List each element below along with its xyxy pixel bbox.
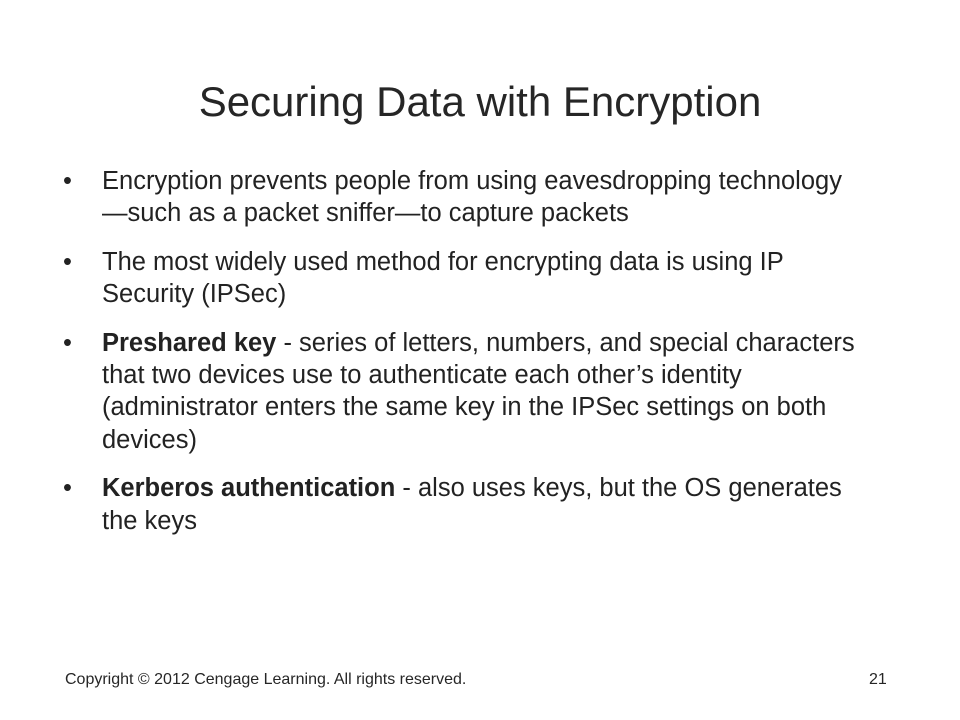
bullet-list: [63, 165, 863, 553]
bullet-text: Encryption prevents people from using eavesdropping technology—such as a packet sniffer—to capture packets: [102, 167, 842, 228]
bullet-item: [63, 327, 863, 457]
bullet-term: Kerberos authentication: [102, 474, 396, 503]
bullet-text: - also uses keys, but the OS generates the keys: [102, 474, 842, 535]
bullet-icon: •: [63, 474, 72, 503]
page-number: 21: [869, 671, 887, 688]
bullet-item: [63, 165, 863, 230]
bullet-term: Preshared key: [102, 328, 277, 357]
bullet-icon: •: [63, 167, 72, 195]
slide-title: Securing Data with Encryption: [198, 78, 762, 125]
bullet-icon: •: [63, 328, 72, 357]
bullet-text: - series of letters, numbers, and special characters that two devices use to authenticate each other’s identity (administrator enters the same key in the IPSec settings on both devices): [102, 328, 855, 454]
bullet-icon: •: [63, 247, 72, 276]
bullet-text: The most widely used method for encrypting data is using IP Security (IPSec): [102, 247, 784, 309]
copyright-notice: Copyright © 2012 Cengage Learning. All rights reserved.: [65, 671, 467, 688]
bullet-item: [63, 246, 863, 311]
bullet-item: [63, 472, 863, 537]
